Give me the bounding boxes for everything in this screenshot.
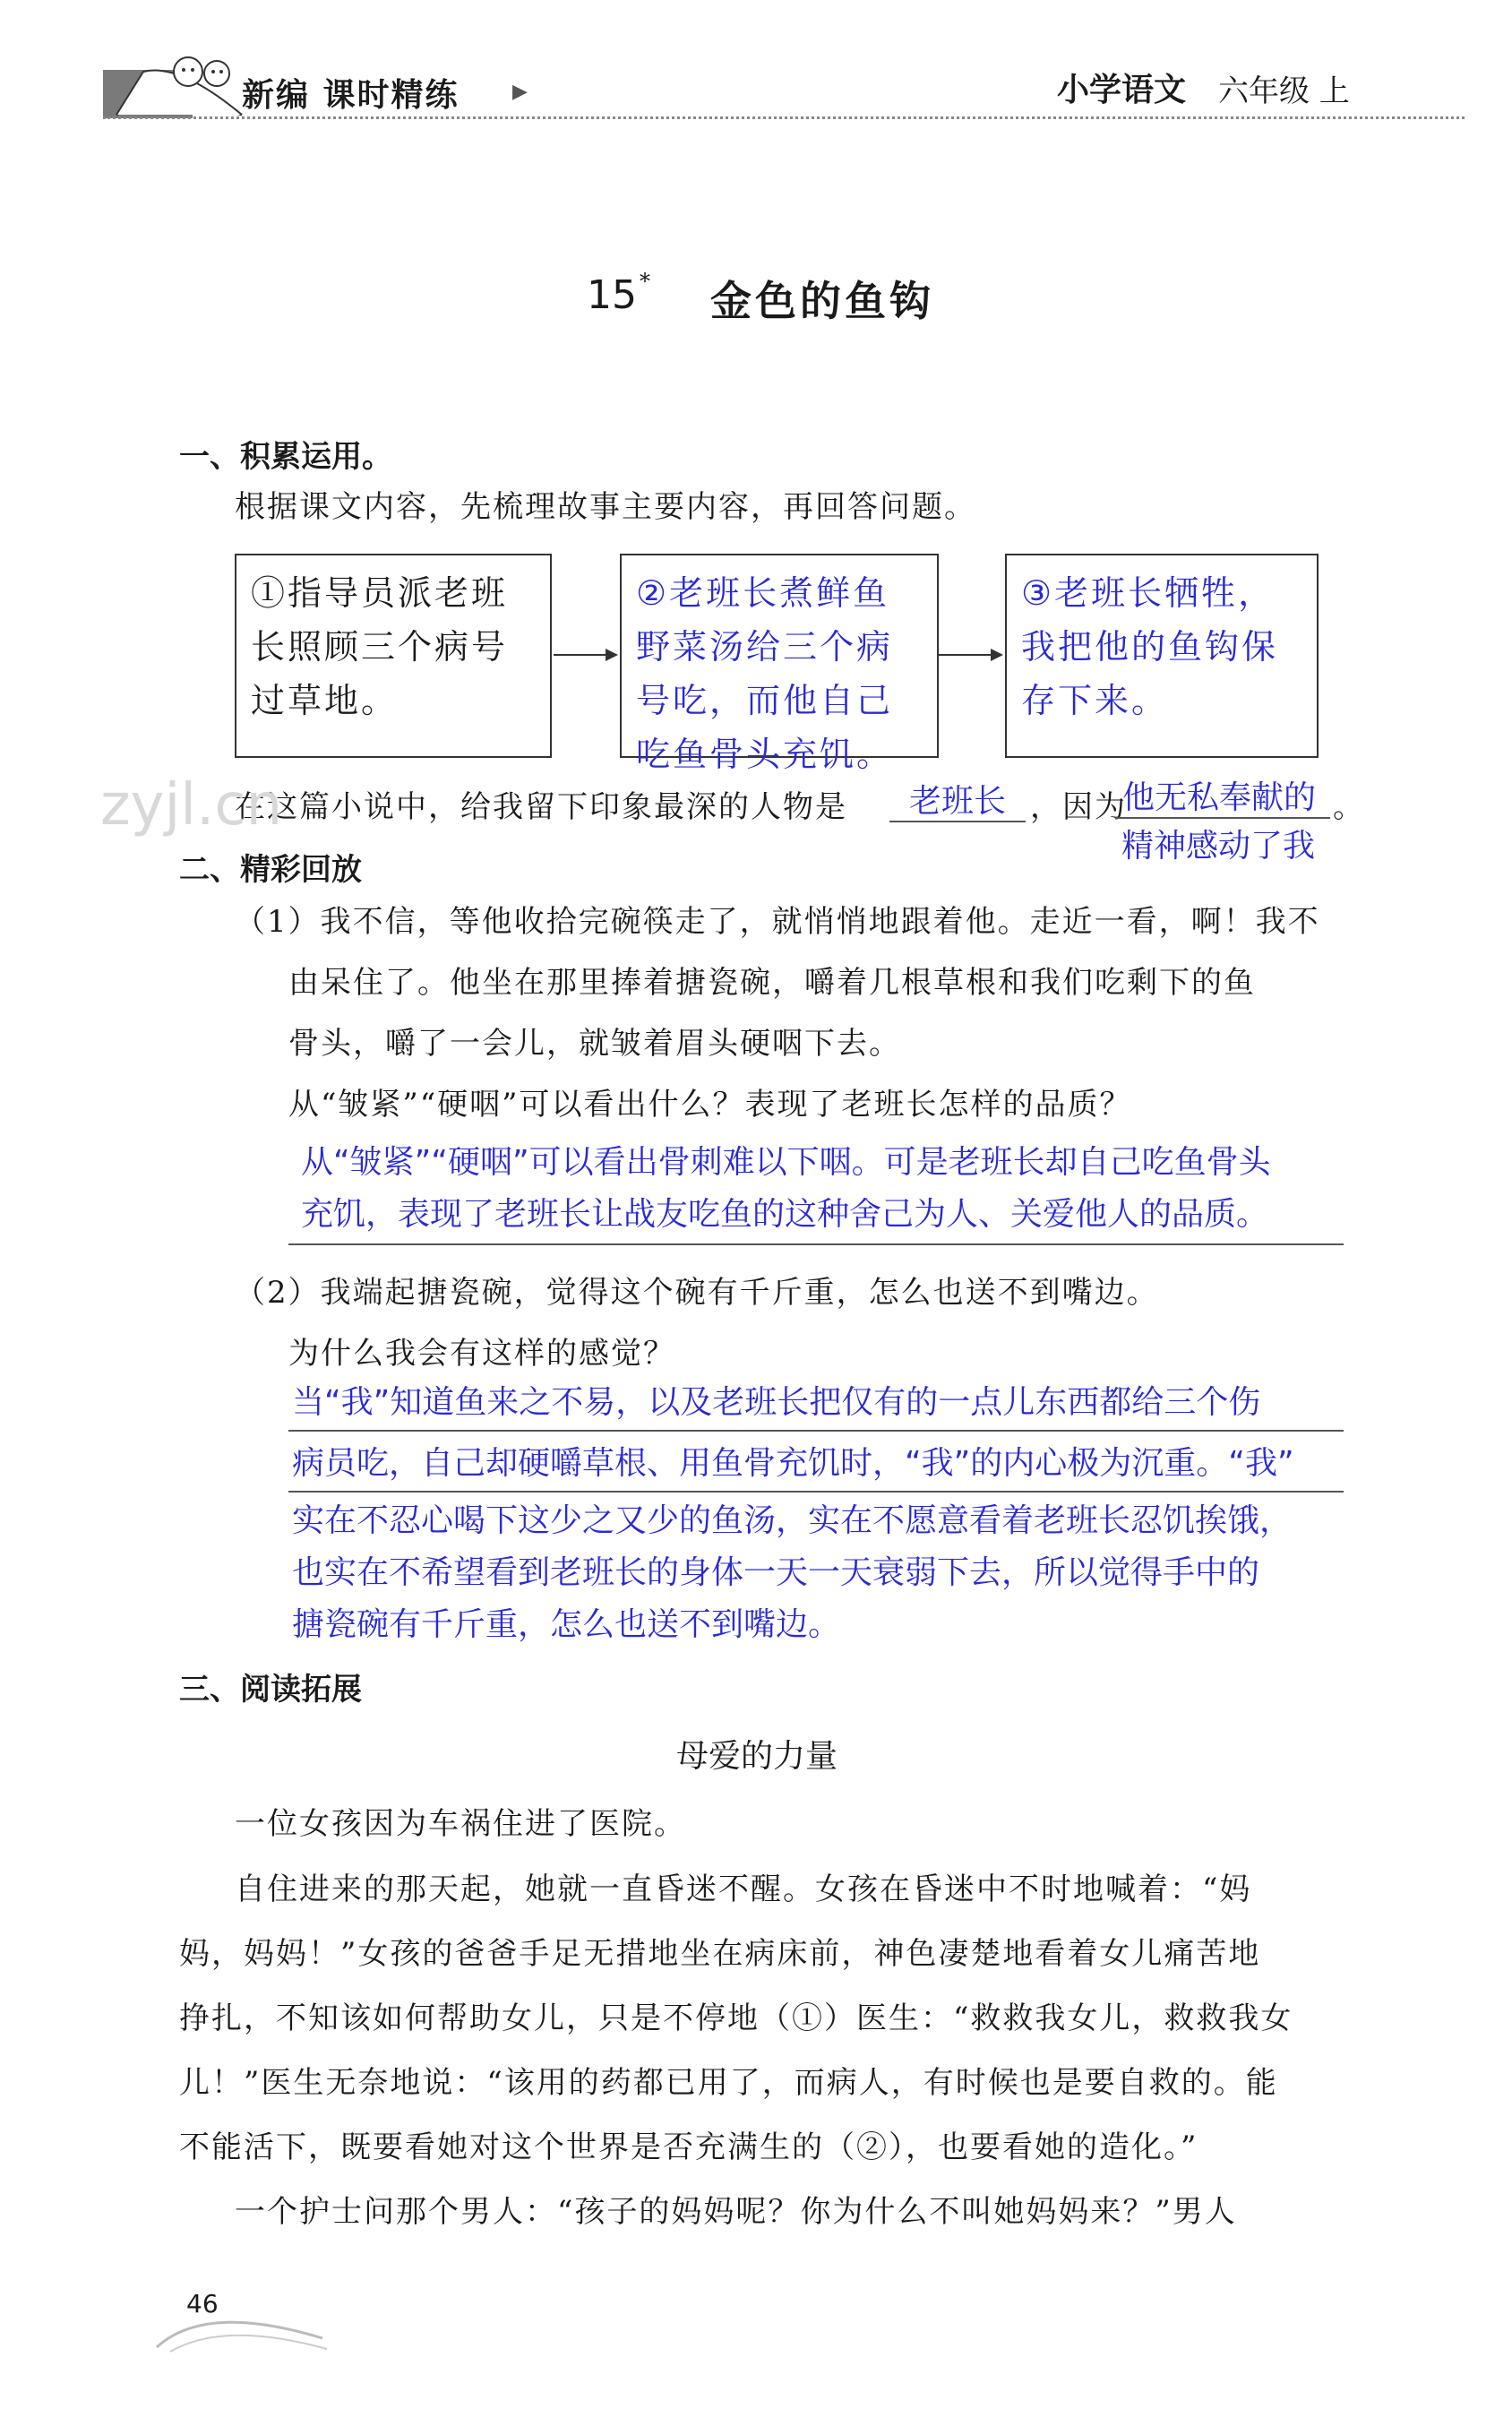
q1-answer-line-2: 充饥，表现了老班长让战友吃鱼的这种舍己为人、关爱他人的品质。 (301, 1196, 1269, 1233)
q1-line-3: 骨头，嚼了一会儿，就皱着眉头硬咽下去。 (288, 1026, 901, 1062)
section1-question-prefix: 在这篇小说中，给我留下印象最深的人物是 (235, 789, 847, 825)
q2-question: 为什么我会有这样的感觉？ (288, 1336, 675, 1372)
passage-line-3: 妈，妈妈！”女孩的爸爸手足无措地坐在病床前，神色凄楚地看着女儿痛苦地 (179, 1936, 1261, 1972)
page-number: 46 (186, 2289, 219, 2319)
q1-question: 从“皱紧”“硬咽”可以看出什么？表现了老班长怎样的品质？ (288, 1087, 1132, 1123)
story-box-1-text: ①指导员派老班长照顾三个病号过草地。 (251, 573, 509, 720)
answer-reason-line1: 他无私奉献的 (1122, 779, 1317, 816)
section-heading-1: 一、积累运用。 (179, 439, 392, 475)
story-box-2 (620, 554, 939, 774)
q2-answer-line-4: 也实在不希望看到老班长的身体一天一天衰弱下去，所以觉得手中的 (292, 1554, 1260, 1591)
section1-question-end: 。 (1333, 789, 1365, 825)
lesson-title: 金色的鱼钩 (710, 277, 934, 325)
q1-line-1: （1）我不信，等他收拾完碗筷走了，就悄悄地跟着他。走近一看，啊！我不 (235, 904, 1320, 940)
q2-text: （2）我端起搪瓷碗，觉得这个碗有千斤重，怎么也送不到嘴边。 (235, 1275, 1159, 1311)
passage-line-4: 挣扎，不知该如何帮助女儿，只是不停地（①）医生：“救救我女儿，救救我女 (179, 2000, 1293, 2036)
section1-instruction: 根据课文内容，先梳理故事主要内容，再回答问题。 (235, 489, 976, 525)
q2-answer-line-1: 当“我”知道鱼来之不易，以及老班长把仅有的一点儿东西都给三个伤 (292, 1384, 1261, 1421)
answer-character-blank (889, 779, 1026, 822)
book-cartoon-icon (107, 36, 251, 121)
passage-line-2: 自住进来的那天起，她就一直昏迷不醒。女孩在昏迷中不时地喊着：“妈 (235, 1871, 1252, 1907)
answer-reason-blank (1115, 772, 1330, 819)
header-arrow-icon: ▶ (512, 81, 528, 103)
q2-answer-line-3: 实在不忍心喝下这少之又少的鱼汤，实在不愿意看着老班长忍饥挨饿， (292, 1502, 1293, 1539)
header-subject: 小学语文 (1057, 72, 1187, 108)
passage-line-6: 不能活下，既要看她对这个世界是否充满生的（②），也要看她的造化。” (179, 2129, 1198, 2165)
section-heading-3: 三、阅读拓展 (179, 1672, 362, 1708)
header-divider (103, 116, 1465, 119)
story-box-2-text: ②老班长煮鲜鱼野菜汤给三个病号吃，而他自己吃鱼骨头充饥。 (636, 573, 894, 774)
page-corner-decoration-icon (152, 2276, 331, 2356)
story-box-1 (235, 554, 552, 758)
story-box-3 (1005, 554, 1319, 758)
flow-arrow-2 (939, 654, 1001, 656)
passage-line-1: 一位女孩因为车祸住进了医院。 (235, 1806, 686, 1842)
passage-title: 母爱的力量 (676, 1738, 838, 1775)
section-heading-2: 二、精彩回放 (179, 852, 362, 888)
q2-rule-1 (288, 1430, 1344, 1432)
lesson-star: * (640, 269, 650, 294)
q2-answer-line-5: 搪瓷碗有千斤重，怎么也送不到嘴边。 (292, 1606, 841, 1643)
q2-rule-2 (288, 1491, 1344, 1493)
watermark: zyjl.cn (100, 772, 283, 839)
q2-answer-line-2: 病员吃，自己却硬嚼草根、用鱼骨充饥时，“我”的内心极为沉重。“我” (292, 1445, 1294, 1482)
q1-line-2: 由呆住了。他坐在那里捧着搪瓷碗，嚼着几根草根和我们吃剩下的鱼 (288, 965, 1256, 1001)
header-grade: 六年级 上 (1218, 73, 1350, 109)
passage-line-7: 一个护士问那个男人：“孩子的妈妈呢？你为什么不叫她妈妈来？”男人 (235, 2194, 1237, 2230)
lesson-number: 15 (587, 272, 637, 318)
header-series-title: 新编 课时精练 (242, 76, 460, 114)
answer-character: 老班长 (908, 783, 1006, 820)
answer-reason-line2: 精神感动了我 (1121, 828, 1316, 865)
flow-arrow-1 (554, 654, 616, 656)
passage-line-5: 儿！”医生无奈地说：“该用的药都已用了，而病人，有时候也是要自救的。能 (179, 2065, 1278, 2101)
q1-answer-line-1: 从“皱紧”“硬咽”可以看出骨刺难以下咽。可是老班长却自己吃鱼骨头 (301, 1144, 1271, 1181)
q1-answer-line (288, 1243, 1344, 1245)
section1-question-mid: ，因为 (1030, 789, 1127, 825)
story-box-3-text: ③老班长牺牲，我把他的鱼钩保存下来。 (1021, 573, 1279, 720)
